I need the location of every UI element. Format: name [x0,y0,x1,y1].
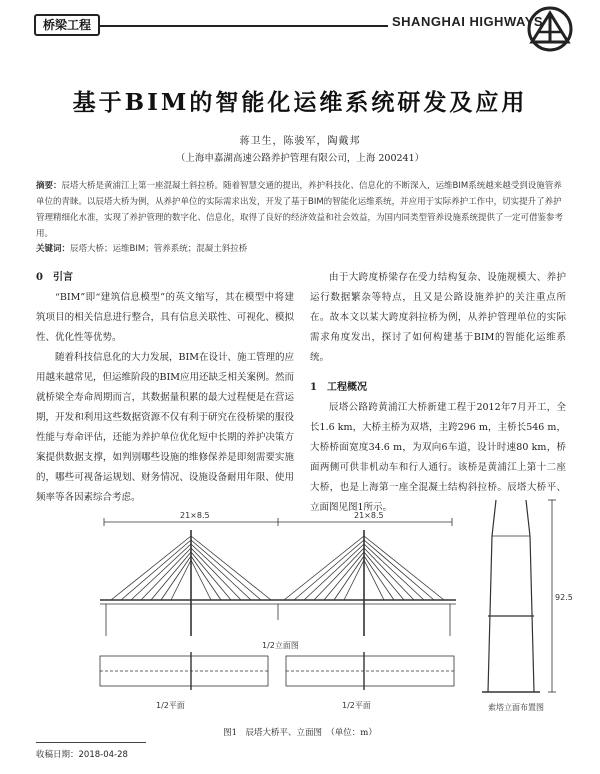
received-date: 收稿日期：2018-04-28 [36,750,128,760]
abstract-text: 辰塔大桥是黄浦江上第一座混凝土斜拉桥。随着智慧交通的提出，养护科技化、信息化的不断深入，运维BIM系统越来越受到设施管养单位的青睐。以辰塔大桥为例，从养护单位的实际需求出发，开发了基于BIM的智能化运维系统，并应用于实际养护工作中，切实提升了养护管理精细化水准，实现了养护管理的数字化、信息化，取得了良好的经济效益和社会效益，为国内同类型管养设施系统提供了一定可借鉴参考用。 [36,181,564,239]
abstract-label: 摘要： [36,181,62,191]
figure-label-tower: 索塔立面布置图 [488,703,544,712]
keywords [36,242,566,256]
figure-caption: 图1 辰塔大桥平、立面图 （单位：m） [223,728,377,738]
journal-section-badge: 桥梁工程 [34,14,100,36]
figure-label-plan-right: 1/2平面 [342,701,371,710]
figure-label-plan-left: 1/2平面 [156,701,185,710]
figure-dim-left: 21×8.5 [180,511,210,520]
bridge-figure [96,496,573,722]
figure-label-elevation: 1/2立面图 [262,641,299,650]
figure-dim-tower: 92.5 [555,593,573,602]
header-rule [98,25,388,27]
figure-dim-right: 21×8.5 [354,511,384,520]
intro-paragraph-2: 随着科技信息化的大力发展，BIM在设计、施工管理的应用越来越常见，但运维阶段的BIM应用还缺乏相关案例。然而就桥梁全寿命周期而言，其数据量积累的最大过程便是在营运期，开发和利用这些数据资源不仅有利于研究在役桥梁的服役性能与寿命评估，还能为养护单位优化短中长期的养护决策方案提供数据支撑，如判别哪些设施的维修保养是即刻需要实施的，哪些可视备运规划、财务情况、设施设备耐用年限、使用频率等各因素综合考虑。 [36,352,294,503]
right-column [310,268,566,518]
keywords-text: 辰塔大桥；运维BIM；管养系统；混凝土斜拉桥 [70,244,248,254]
engineering-heading: 1 工程概况 [310,382,367,393]
intro-heading: 0 引言 [36,272,73,283]
affiliation: （上海申嘉湖高速公路养护管理有限公司，上海 200241） [175,153,425,164]
intro-paragraph-1: “BIM”即“建筑信息模型”的英文缩写，其在模型中将建筑项目的相关信息进行整合，具有信息关联性、可视化、模拟性、优化性等优势。 [36,292,294,343]
abstract [36,178,566,242]
journal-logo-icon [524,6,576,52]
intro-paragraph-3: 由于大跨度桥梁存在受力结构复杂、设施规模大、养护运行数据繁杂等特点，且又是公路设施养护的关注重点所在。故本文以某大跨度斜拉桥为例，从养护管理单位的实际需求角度发出，探讨了如何构建基于BIM的智能化运维系统。 [310,272,566,363]
footer-rule [36,742,146,743]
page-title: 基于BIM的智能化运维系统研发及应用 [72,89,528,116]
journal-name: SHANGHAI HIGHWAYS [392,14,544,29]
authors: 蒋卫生，陈骏军，陶戴邦 [239,136,361,147]
keywords-label: 关键词： [36,244,71,254]
left-column [36,268,294,508]
engineering-paragraph: 辰塔公路跨黄浦江大桥新建工程于2012年7月开工，全长1.6 km，大桥主桥为双塔，主跨296 m，主桥长546 m，大桥桥面宽度34.6 m，为双向6车道，设计时速80 km，桥面两侧可供非机动车和行人通行。该桥是黄浦江上第十二座大桥，也是上海第一座全混凝土结构斜拉桥。辰塔大桥平、立面图见图1所示。 [310,402,566,513]
